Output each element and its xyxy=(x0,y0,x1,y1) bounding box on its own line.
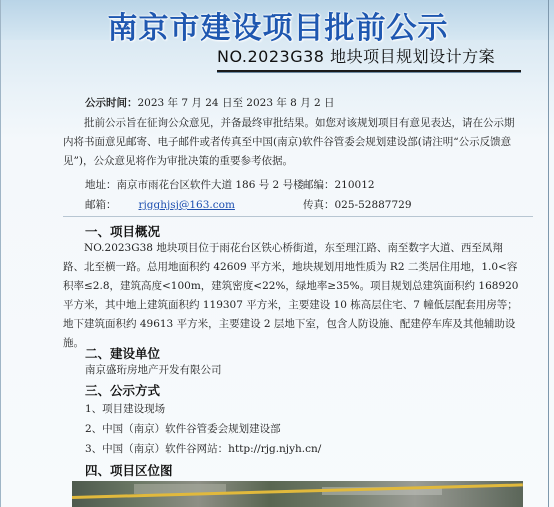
fax-label: 传真： xyxy=(303,199,335,211)
overview-paragraph: NO.2023G38 地块项目位于雨花台区铁心桥街道，东至理江路、南至数字大道、西至凤翔路、北至横一路。总用地面积约 42609 平方米，地块规划用地性质为 R2 二类居住用地，1.0<容积率≤2.8，建筑高度<100m，建筑密度<22%，绿地率≥35%。项目规划总建筑面积约 168920 平方米，其中地上建筑面积约 119307 平方米，主要建设 10 栋高层住宅、7 幢低层配套用房等；地下建筑面积约 49613 平方米，主要建设 2 层地下室，包含人防设施、配建停车库及其他辅助设施。 xyxy=(63,242,519,349)
email-label: 邮箱： xyxy=(85,199,117,211)
postcode-line xyxy=(303,176,375,195)
period-value: 2023 年 7 月 24 日至 2023 年 8 月 2 日 xyxy=(137,97,335,109)
page-title: 南京市建设项目批前公示 xyxy=(107,11,449,46)
section-heading-methods: 三、公示方式 xyxy=(85,383,161,398)
section-heading-builder: 二、建设单位 xyxy=(85,346,161,361)
section-divider xyxy=(63,216,533,217)
method-item: 3、中国（南京）软件谷网站：http://rjg.njyh.cn/ xyxy=(85,443,322,455)
fax-line xyxy=(303,196,412,215)
intro-paragraph: 批前公示旨在征询公众意见，并备最终审批结果。如您对该规划项目有意见表达，请在公示期内将书面意见邮寄、电子邮件或者传真至中国(南京)软件谷管委会规划建设部(请注明“公示反馈意见”)，公众意见将作为审批决策的重要参考依据。 xyxy=(63,117,515,167)
postcode-label: 邮编： xyxy=(303,179,335,191)
project-subtitle: NO.2023G38 地块项目规划设计方案 xyxy=(217,47,496,66)
postcode-value: 210012 xyxy=(334,179,375,191)
notice-period xyxy=(85,94,335,113)
email-link[interactable]: rjgghjsj@163.com xyxy=(138,199,235,211)
section-heading-overview: 一、项目概况 xyxy=(85,224,161,239)
location-map-image xyxy=(72,481,523,507)
fax-value: 025-52887729 xyxy=(334,199,412,211)
section-heading-location: 四、项目区位图 xyxy=(85,463,173,478)
subtitle-accent-line xyxy=(217,72,521,73)
email-line xyxy=(85,196,235,215)
subtitle-block xyxy=(217,44,521,74)
period-label: 公示时间： xyxy=(85,97,138,109)
builder-name: 南京盛珩房地产开发有限公司 xyxy=(85,364,222,376)
page-border xyxy=(548,0,549,507)
method-item: 1、项目建设现场 xyxy=(85,403,166,415)
method-item: 2、中国（南京）软件谷管委会规划建设部 xyxy=(85,423,281,435)
address-line xyxy=(85,176,304,195)
address-label: 地址： xyxy=(85,179,117,191)
address-value: 南京市雨花台区软件大道 186 号 2 号楼 xyxy=(116,179,304,191)
